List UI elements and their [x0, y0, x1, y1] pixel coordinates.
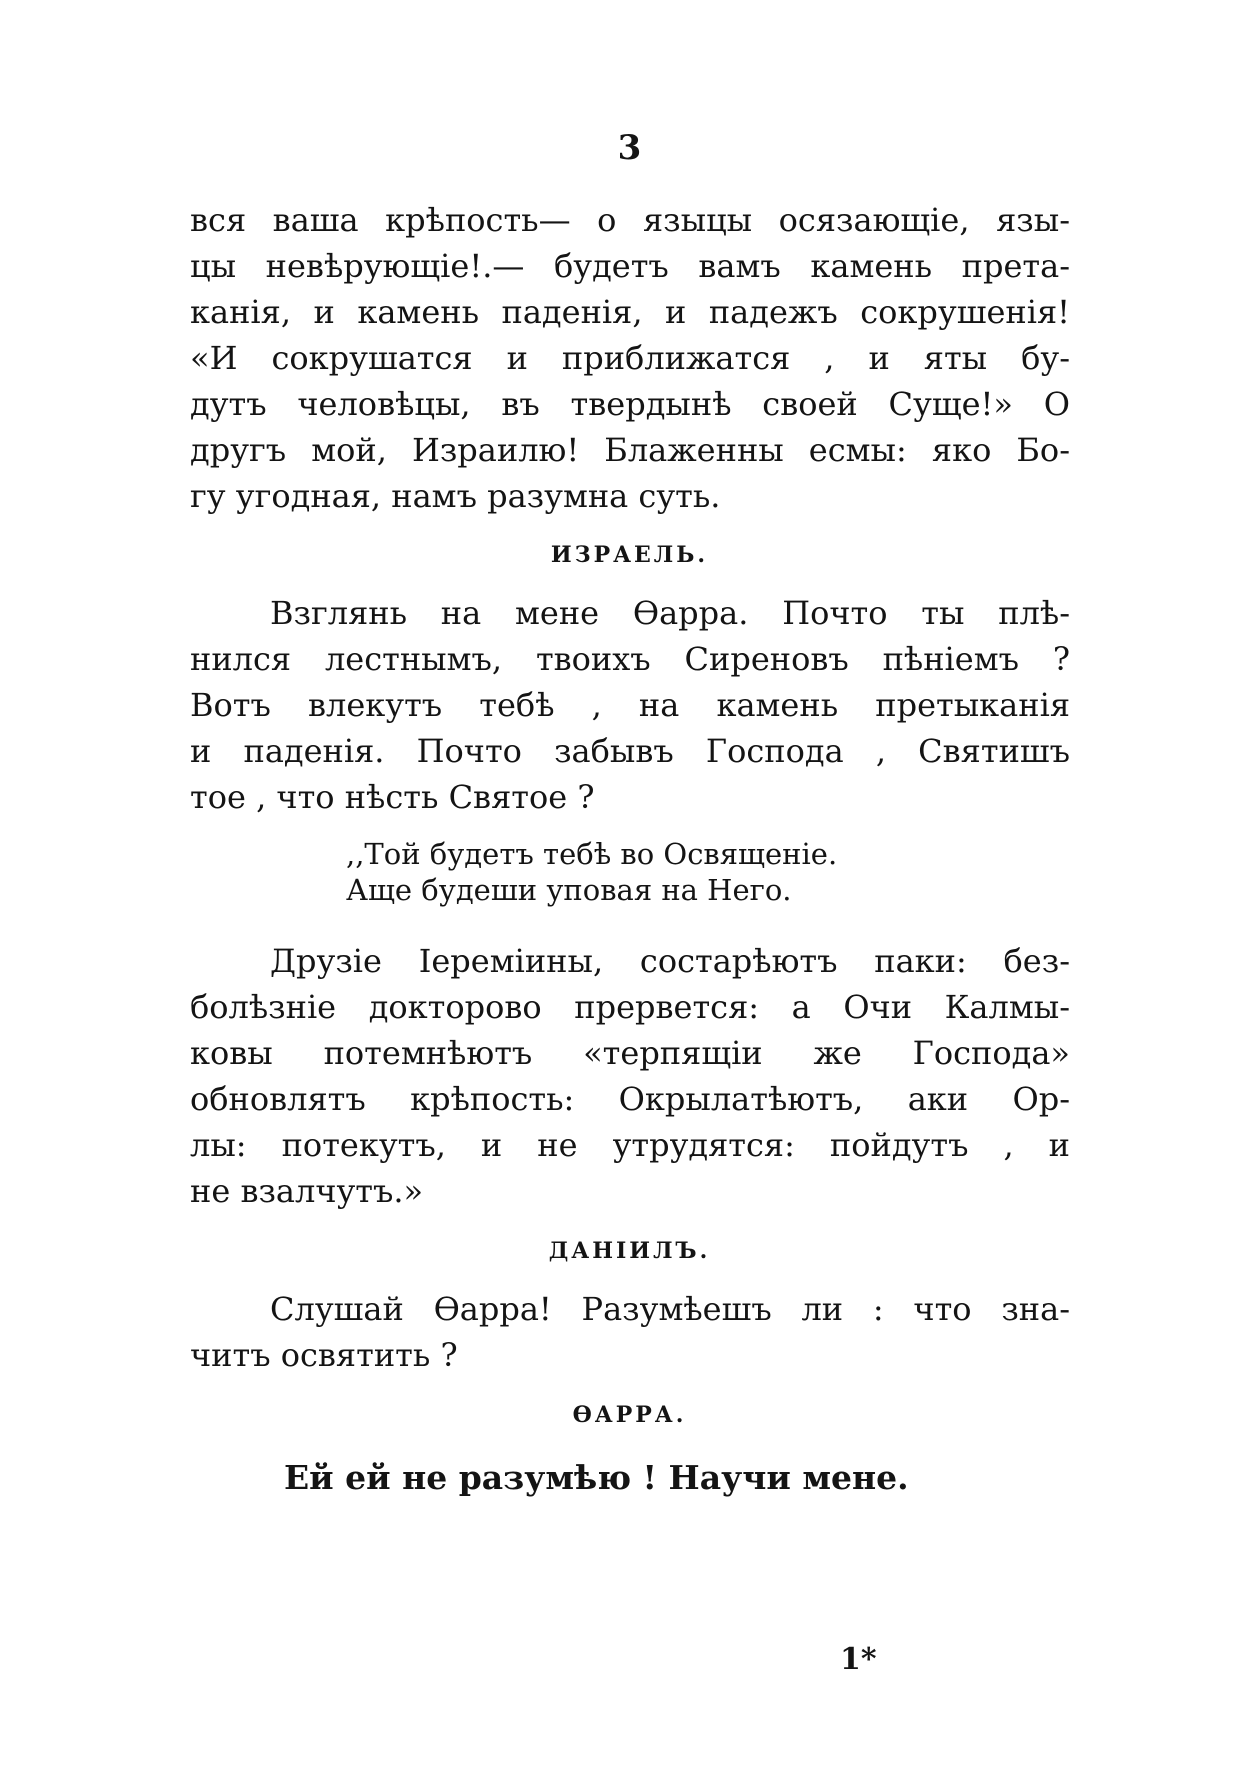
- text-line: дутъ человѣцы, въ твердынѣ своей Суще!» О: [190, 385, 1070, 423]
- page-number: 3: [617, 128, 642, 168]
- text-line: болѣзніе докторово прервется: а Очи Калмы-: [190, 988, 1070, 1026]
- text-line: «И сокрушатся и приближатся , и яты бу-: [190, 339, 1070, 377]
- speaker-heading-daniil: ДАНІИЛЪ.: [548, 1238, 711, 1264]
- text-line: канія, и камень паденія, и падежъ сокрушенія!: [190, 293, 1070, 331]
- text-line: лы: потекутъ, и не утрудятся: пойдутъ , и: [190, 1126, 1070, 1164]
- text-line: Слушай Өарра! Разумѣешъ ли : что зна-: [270, 1290, 1070, 1328]
- text-line: обновлятъ крѣпость: Окрылатѣютъ, аки Ор-: [190, 1080, 1070, 1118]
- speaker-heading-israel: ИЗРАЕЛЬ.: [550, 542, 709, 568]
- speaker-heading-farra: ӨАРРА.: [572, 1402, 687, 1428]
- text-line: другъ мой, Израилю! Блаженны есмы: яко Бо-: [190, 431, 1070, 469]
- text-line: цы невѣрующіе!.— будетъ вамъ камень прета-: [190, 247, 1070, 285]
- text-line: Друзіе Іереміины, состарѣютъ паки: без-: [270, 942, 1070, 980]
- text-line: ковы потемнѣютъ «терпящіи же Господа»: [190, 1034, 1070, 1072]
- text-line: читъ освятить ?: [190, 1336, 458, 1374]
- text-line: вся ваша крѣпость— о языцы осязающіе, язы-: [190, 201, 1070, 239]
- text-line: Вотъ влекутъ тебѣ , на камень претыканія: [190, 686, 1070, 724]
- text-line: и паденія. Почто забывъ Господа , Святишъ: [190, 732, 1070, 770]
- text-line: не взалчутъ.»: [190, 1172, 424, 1210]
- text-line: Взглянь на мене Өарра. Почто ты плѣ-: [270, 594, 1070, 632]
- final-line: Ей ей не разумѣю ! Научи мене.: [284, 1458, 909, 1497]
- text-line: нился лестнымъ, твоихъ Сиреновъ пѣніемъ ?: [190, 640, 1070, 678]
- signature-mark: 1*: [840, 1642, 877, 1677]
- quote-line: Аще будеши уповая на Него.: [346, 873, 792, 907]
- text-line: гу угодная, намъ разумна суть.: [190, 477, 721, 515]
- text-line: тое , что нѣсть Святое ?: [190, 778, 595, 816]
- quote-line: ,,Той будетъ тебѣ во Освященіе.: [346, 837, 838, 871]
